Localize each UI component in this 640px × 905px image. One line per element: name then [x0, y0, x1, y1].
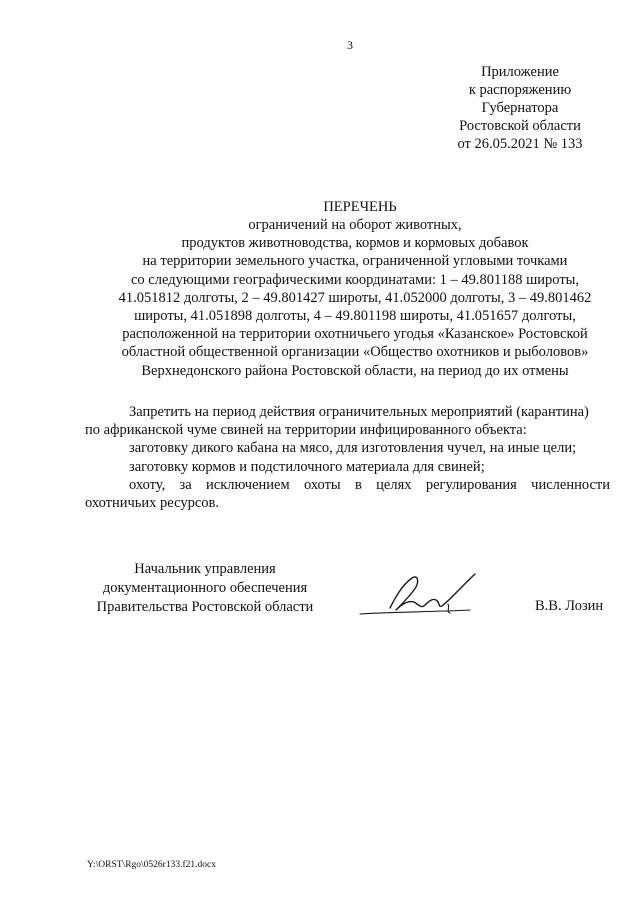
- restriction-item: заготовку кормов и подстилочного материала для свиней;: [129, 458, 485, 475]
- appendix-header: [430, 63, 610, 153]
- subtitle-line: продуктов животноводства, кормов и кормовых добавок: [181, 235, 529, 252]
- restriction-item: заготовку дикого кабана на мясо, для изготовления чучел, на иные цели;: [129, 440, 577, 457]
- intro-line: Запретить на период действия ограничительных мероприятий (карантина): [129, 404, 589, 420]
- page-number: 3: [347, 38, 353, 52]
- document-subtitle: [85, 216, 625, 380]
- signer-name: В.В. Лозин: [535, 598, 604, 614]
- appendix-line: Ростовской области: [459, 118, 581, 134]
- subtitle-line: на территории земельного участка, ограниченной угловыми точками: [142, 253, 568, 270]
- subtitle-line: широты, 41.051898 долготы, 4 – 49.801198 широты, 41.051657 долготы,: [134, 308, 576, 325]
- subtitle-line: расположенной на территории охотничьего угодья «Казанское» Ростовской: [122, 326, 588, 343]
- signatory-position: [85, 560, 325, 617]
- subtitle-line: со следующими географическими координатами: 1 – 49.801188 широты,: [130, 271, 580, 288]
- position-line: документационного обеспечения: [102, 580, 308, 596]
- position-line: Правительства Ростовской области: [96, 599, 314, 615]
- appendix-line: к распоряжению: [468, 82, 572, 98]
- intro-line: по африканской чуме свиней на территории инфицированного объекта:: [85, 422, 527, 439]
- document-title: ПЕРЕЧЕНЬ: [323, 199, 397, 215]
- body-text: [85, 403, 610, 512]
- footer-file-path: Y:\ORST\Rgo\0526r133.f21.docx: [87, 860, 216, 870]
- subtitle-line: Верхнедонского района Ростовской области, на период до их отмены: [141, 362, 569, 379]
- handwritten-signature: [350, 560, 500, 620]
- position-line: Начальник управления: [134, 561, 276, 577]
- subtitle-line: ограничений на оборот животных,: [248, 217, 462, 233]
- subtitle-line: 41.051812 долготы, 2 – 49.801427 широты, 41.052000 долготы, 3 – 49.801462: [118, 289, 592, 306]
- appendix-line: от 26.05.2021 № 133: [457, 136, 583, 152]
- appendix-line: Губернатора: [481, 100, 559, 116]
- subtitle-line: областной общественной организации «Общество охотников и рыболовов»: [121, 344, 589, 361]
- restriction-item-continuation: охотничьих ресурсов.: [85, 495, 219, 512]
- appendix-line: Приложение: [481, 64, 559, 80]
- restriction-item: охоту, за исключением охоты в целях регулирования численности: [129, 476, 610, 493]
